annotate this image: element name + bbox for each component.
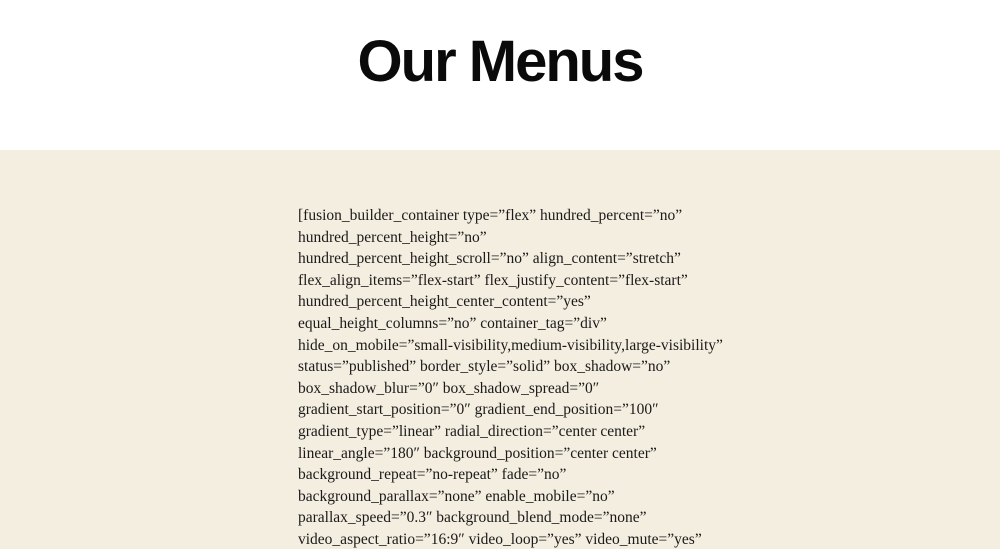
- text-line: status=”published” border_style=”solid” box_shadow=”no”: [298, 358, 671, 376]
- text-line: [fusion_builder_container type=”flex” hundred_percent=”no”: [298, 207, 683, 224]
- text-line: equal_height_columns=”no” container_tag=”div”: [298, 314, 607, 332]
- text-line: parallax_speed=”0.3″ background_blend_mode=”none”: [298, 509, 647, 527]
- text-line: gradient_type=”linear” radial_direction=”center center”: [298, 422, 646, 440]
- page-header: [0, 0, 1000, 150]
- text-line: video_aspect_ratio=”16:9″ video_loop=”yes” video_mute=”yes”: [298, 530, 702, 548]
- shortcode-text: [298, 205, 738, 549]
- content-section: [0, 150, 1000, 549]
- text-line: hundred_percent_height=”no”: [298, 228, 487, 246]
- text-line: box_shadow_blur=”0″ box_shadow_spread=”0″: [298, 379, 600, 397]
- text-line: hundred_percent_height_center_content=”yes”: [298, 293, 591, 311]
- text-line: background_repeat=”no-repeat” fade=”no”: [298, 466, 567, 484]
- text-line: background_parallax=”none” enable_mobile=”no”: [298, 487, 615, 505]
- text-line: flex_align_items=”flex-start” flex_justify_content=”flex-start”: [298, 271, 688, 289]
- text-line: gradient_start_position=”0″ gradient_end_position=”100″: [298, 401, 659, 419]
- text-line: hide_on_mobile=”small-visibility,medium-visibility,large-visibility”: [298, 336, 723, 354]
- text-line: hundred_percent_height_scroll=”no” align_content=”stretch”: [298, 250, 681, 268]
- text-line: linear_angle=”180″ background_position=”center center”: [298, 444, 657, 462]
- page-title: Our Menus: [357, 29, 643, 94]
